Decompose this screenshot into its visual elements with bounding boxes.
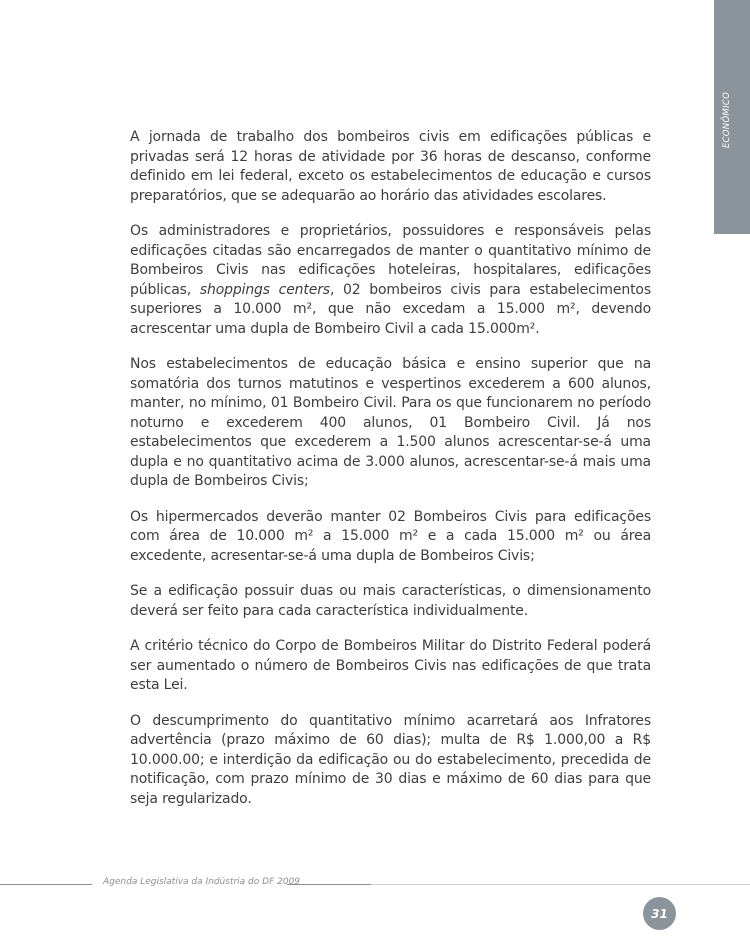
footer-title: Agenda Legislativa da Indústria do DF 2009 <box>103 877 301 887</box>
page-number-badge <box>643 897 676 930</box>
paragraph-penalties: O descumprimento do quantitativo mínimo acarretará aos Infratores advertência (prazo máximo de 60 dias); multa de R$ 1.000,00 a R$ 10.000.00; e interdição da edificação ou do estabelecimento, precedida de notificação, com prazo mínimo de 30 dias e máximo de 60 dias para que seja regularizado. <box>130 712 651 807</box>
footer-rule-left <box>0 884 92 885</box>
paragraph-working-hours: A jornada de trabalho dos bombeiros civis em edificações públicas e privadas será 12 horas de atividade por 36 horas de descanso, conforme definido em lei federal, exceto os estabelecimentos de educação e cursos preparatórios, que se adequarão ao horário das atividades escolares. <box>130 129 651 204</box>
paragraph-multiple-characteristics: Se a edificação possuir duas ou mais características, o dimensionamento deverá ser feito para cada característica individualmente. <box>130 583 651 619</box>
page-number: 31 <box>651 906 668 921</box>
paragraph-minimum-staff-part1: Os administradores e proprietários, possuidores e responsáveis pelas edificações citadas são encarregados de manter o quantitativo mínimo de Bombeiros Civis nas edificações hoteleiras, hospitalares, edificações públicas, <box>130 223 651 298</box>
footer-rule-middle <box>287 884 371 885</box>
paragraph-education: Nos estabelecimentos de educação básica e ensino superior que na somatória dos turnos matutinos e vespertinos excederem a 600 alunos, manter, no mínimo, 01 Bombeiro Civil. Para os que funcionarem no período noturno e excederem 400 alunos, 01 Bombeiro Civil. Já nos estabelecimentos que excederem a 1.500 alunos acrescentar-se-á uma dupla e no quantitativo acima de 3.000 alunos, acrescentar-se-á mais uma dupla de Bombeiros Civis; <box>130 356 651 489</box>
paragraph-hypermarkets: Os hipermercados deverão manter 02 Bombeiros Civis para edificações com área de 10.000 m² a 15.000 m² e a cada 15.000 m² ou área excedente, acresentar-se-á uma dupla de Bombeiros Civis; <box>130 508 651 564</box>
shoppings-centers-term: shoppings centers <box>199 281 330 298</box>
paragraph-minimum-staff <box>130 222 651 339</box>
paragraph-technical-criteria: A critério técnico do Corpo de Bombeiros Militar do Distrito Federal poderá ser aumentado o número de Bombeiros Civis nas edificações de que trata esta Lei. <box>130 638 651 693</box>
paragraph-minimum-staff-part2: , 02 bombeiros civis para estabelecimentos superiores a 10.000 m², que não excedam a 15.000 m², devendo acrescentar uma dupla de Bombeiro Civil a cada 15.000m². <box>130 281 651 337</box>
section-label: ECONÔMICO <box>722 91 732 149</box>
document-body <box>130 128 651 825</box>
footer-rule-right <box>371 884 750 885</box>
section-side-tab <box>714 0 750 234</box>
